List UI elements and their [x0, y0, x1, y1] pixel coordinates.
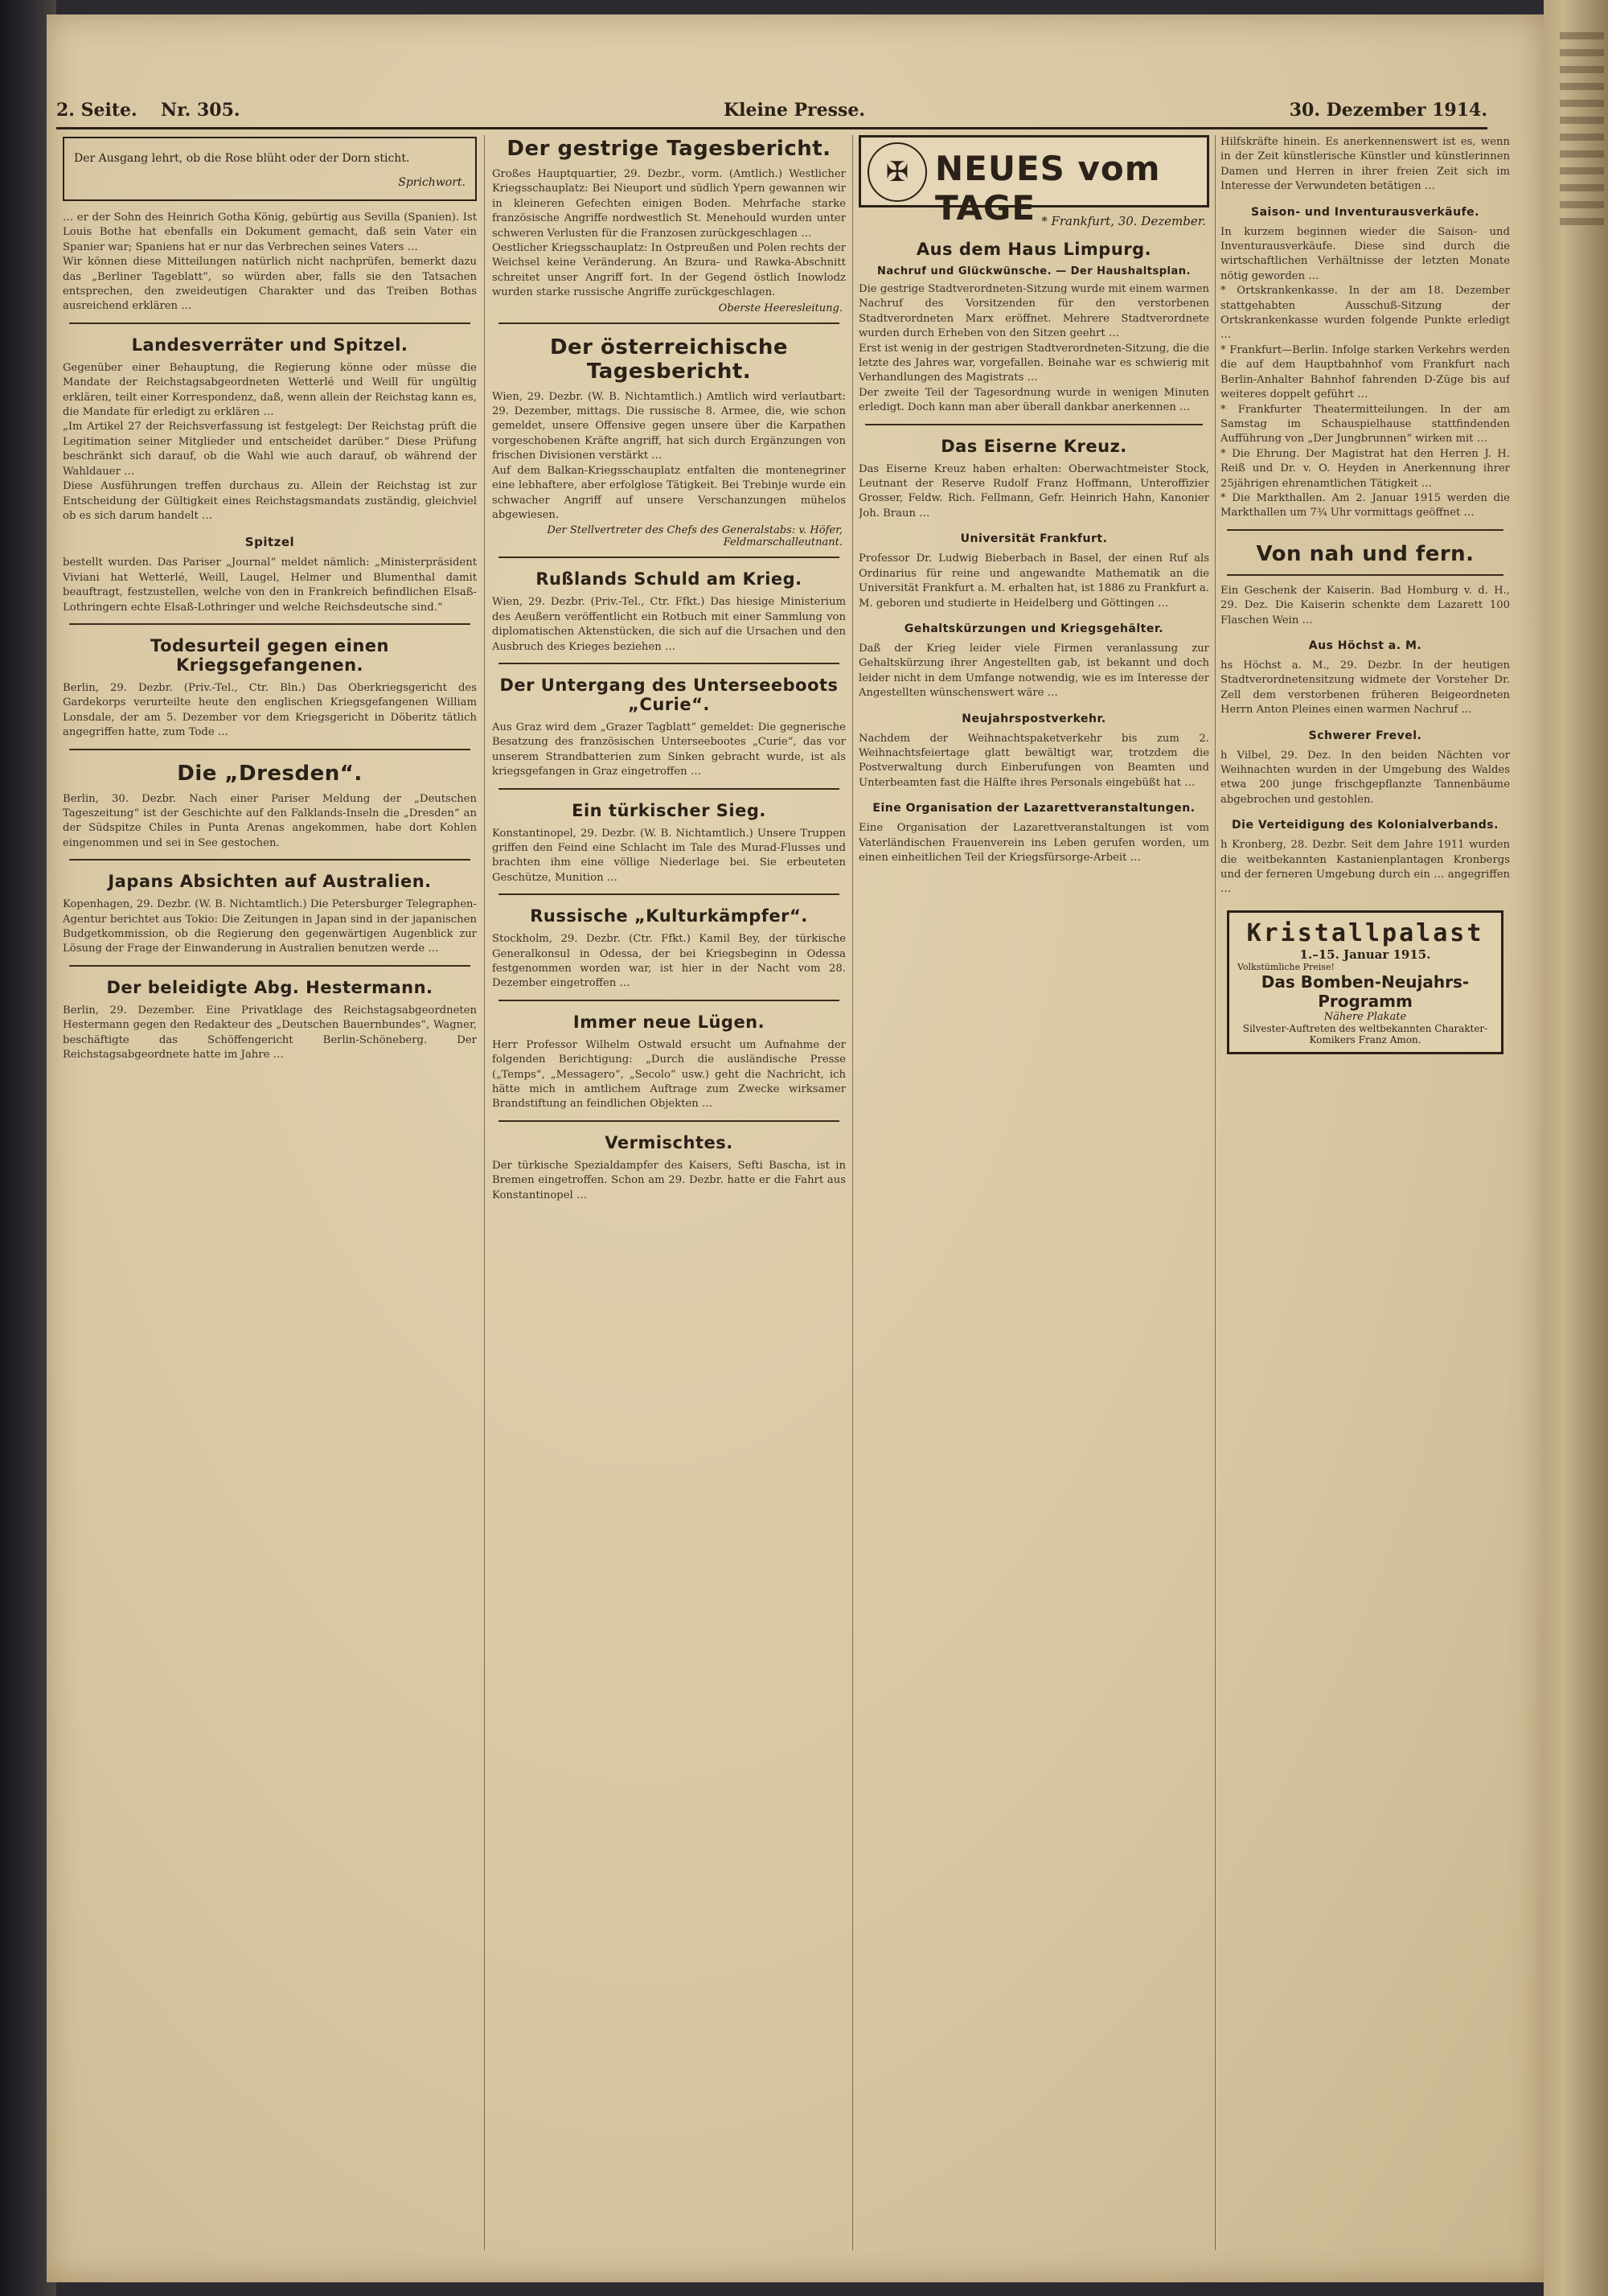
headline: Aus dem Haus Limpurg. [916, 240, 1152, 259]
subheadline: Spitzel [244, 535, 295, 550]
page-header [56, 95, 1487, 127]
headline: Rußlands Schuld am Krieg. [535, 569, 802, 589]
article-text: Wien, 29. Dezbr. (Priv.-Tel., Ctr. Ffkt.) Das hiesige Ministerium des Aeußern veröffentlicht ein Rotbuch mit einer Sammlung von diplomatischen Aktenstücken, die sich auf die Ursachen und den Ausbruch des Krieges beziehen … [492, 596, 846, 653]
section-title: NEUES vom TAGE [935, 149, 1161, 228]
article-text: Professor Dr. Ludwig Bieberbach in Basel, der einen Ruf als Ordinarius für reine und angewandte Mathematik an die Universität Frankfurt a. M. erhalten hat, ist 1886 zu Frankfurt a. M. geboren und studierte in Heidelberg und Göttingen … [859, 552, 1209, 610]
article-text: Gegenüber einer Behauptung, die Regierung könne oder müsse die Mandate der Reichstagsabgeordneten Wetterlé und Weill für ungültig erklären, teilt einer Korrespondenz, daß, wenn allein der Reichstag kann es, die Mandate für erledigt zu erklären … [63, 361, 477, 419]
motto-box [63, 137, 477, 201]
ad-dates: 1.–15. Januar 1915. [1299, 947, 1431, 962]
article-text: Nachdem der Weihnachtspaketverkehr bis zum 2. Weihnachtsfeiertage glatt bewältigt war, trotzdem die Postverwaltung durch Einberufungen von Beamten und Unterbeamten fast die Hälfte ihres Personals eingebüßt hat … [859, 732, 1209, 789]
article-text: Wir können diese Mitteilungen natürlich nicht nachprüfen, bemerkt dazu das „Berliner Tageblatt“, so würden aber, falls sie den Tatsachen entsprechen, den zweideutigen Charakter und das Treiben Bothas ausreichend erklären … [63, 256, 477, 313]
ad-extra: Silvester-Auftreten des weltbekannten Charakter-Komikers Franz Amon. [1242, 1022, 1488, 1045]
article-text: In kurzem beginnen wieder die Saison- und Inventurausverkäufe. Diese sind durch die wirtschaftlichen Verhältnisse der letzten Monate nötig geworden … [1220, 225, 1510, 282]
article-text: Eine Organisation der Lazarettveranstaltungen ist vom Vaterländischen Frauenverein ins Leben gerufen worden, um einen einheitlichen Teil der Kriegsfürsorge-Arbeit … [859, 822, 1209, 864]
article-text: Daß der Krieg leider viele Firmen veranlassung zur Gehaltskürzung ihrer Angestellten gab, ist bekannt und doch leider nicht in dem Umfange notwendig, wie es im Interesse der Angestellten wünschenswert wäre … [859, 642, 1209, 700]
subheadline: Die Verteidigung des Kolonialverbands. [1232, 819, 1499, 832]
ad-prices: Volkstümliche Preise! [1237, 961, 1335, 972]
headline: Ein türkischer Sieg. [572, 800, 766, 820]
kristallpalast-advertisement [1227, 910, 1503, 1054]
article-text: Großes Hauptquartier, 29. Dezbr., vorm. (Amtlich.) Westlicher Kriegsschauplatz: Bei Nieuport und südlich Ypern gewannen wir in kleineren Gefechten einigen Boden. Mehrfache starke französische Angriffe nordwestlich St. Menehould wurden unter schweren Verlusten für die Franzosen zurückgeschlagen … [492, 168, 846, 240]
article-text: * Die Ehrung. Der Magistrat hat den Herren J. H. Reiß und Dr. v. O. Heyden in Anerkennung ihrer 25jährigen ehrenamtlichen Tätigkeit … [1220, 447, 1510, 490]
motto-source: Sprichwort. [398, 176, 466, 189]
article-text: Erst ist wenig in der gestrigen Stadtverordneten-Sitzung, die die letzte des Jahres war, vorgefallen. Beinahe war es schwierig mit Verhandlungen des Magistrats … [859, 342, 1209, 384]
issue-number: Nr. 305. [161, 100, 240, 121]
article-text: Stockholm, 29. Dezbr. (Ctr. Ffkt.) Kamil Bey, der türkische Generalkonsul in Odessa, der bei Kriegsbeginn in Odessa festgenommen worden war, ist hier in der Nacht vom 28. Dezember eingetroffen … [492, 933, 846, 990]
article-text: hs Höchst a. M., 29. Dezbr. In der heutigen Stadtverordnetensitzung widmete der Vorsteher Dr. Zell dem verstorbenen früheren Beigeordneten Herrn Anton Pleines einen warmen Nachruf … [1220, 659, 1510, 717]
ad-note: Nähere Plakate [1323, 1010, 1407, 1023]
article-text: Hilfskräfte hinein. Es anerkennenswert ist es, wenn in der Zeit künstlerische Künstler und künstlerinnen Damen und Herren in ihrer freien Zeit sich im Interesse der Verwundeten betätigen … [1220, 136, 1510, 193]
article-text: Der türkische Spezialdampfer des Kaisers, Sefti Bascha, ist in Bremen eingetroffen. Schon am 29. Dezbr. hatte er die Fahrt aus Konstantinopel … [492, 1159, 846, 1201]
ad-program: Das Bomben-Neujahrs-Programm [1261, 971, 1470, 1011]
article-text: bestellt wurden. Das Pariser „Journal“ meldet nämlich: „Ministerpräsident Viviani hat Wetterlé, Weill, Laugel, Helmer und Blumenthal damit beauftragt, festzustellen, welche von den in Frankreich befindlichen Elsaß-Lothringern echte Elsaß-Lothringer und welche Reichsdeutsche sind.“ [63, 557, 477, 614]
subheadline: Nachruf und Glückwünsche. — Der Haushaltsplan. [877, 265, 1191, 277]
article-text: … er der Sohn des Heinrich Gotha König, gebürtig aus Sevilla (Spanien). Ist Louis Bothe hat ebenfalls ein Dokument gemacht, daß sein Vater ein Spanier war; Spaniens hat er nur das Verbrechen seines Vaters … [63, 212, 477, 253]
subheadline: Saison- und Inventurausverkäufe. [1251, 205, 1479, 219]
issue-date: 30. Dezember 1914. [1289, 100, 1487, 121]
subheadline: Universität Frankfurt. [960, 532, 1108, 546]
article-text: Ein Geschenk der Kaiserin. Bad Homburg v. d. H., 29. Dez. Die Kaiserin schenkte dem Lazarett 100 Flaschen Wein … [1220, 584, 1510, 626]
page-number: 2. Seite. [56, 100, 137, 121]
article-text: h Vilbel, 29. Dez. In den beiden Nächten vor Weihnachten wurden in der Umgebung des Waldes etwa 200 junge frischgepflanzte Tannenbäume abgebrochen und gestohlen. [1220, 749, 1510, 806]
newspaper-title: Kleine Presse. [724, 100, 866, 121]
signature: Der Stellvertreter des Chefs des Generalstabs: v. Höfer, Feldmarschalleutnant. [547, 524, 843, 549]
subheadline: Eine Organisation der Lazarettveranstaltungen. [872, 802, 1196, 815]
article-text: Wien, 29. Dezbr. (W. B. Nichtamtlich.) Amtlich wird verlautbart: 29. Dezember, mittags. Die russische 8. Armee, die, wie schon gemeldet, unsere Offensive gegen unsere über die Karpathen vorgeschobenen Kräfte angriff, hat sich durch Ergänzungen von frischen Divisionen verstärkt … [492, 390, 846, 462]
headline: Todesurteil gegen einen Kriegsgefangenen. [150, 635, 389, 675]
subheadline: Gehaltskürzungen und Kriegsgehälter. [904, 622, 1164, 635]
article-text: * Frankfurter Theatermitteilungen. In der am Samstag im Schauspielhause stattfindenden Aufführung von „Der Jungbrunnen“ wirken mit … [1220, 403, 1510, 446]
article-text: * Die Markthallen. Am 2. Januar 1915 werden die Markthallen um 7¾ Uhr vormittags geöffnet … [1220, 491, 1510, 520]
article-text: Aus Graz wird dem „Grazer Tagblatt“ gemeldet: Die gegnerische Besatzung des französischen Unterseebootes „Curie“, das vor unserem Strandbatterien zum Sinken gebracht wurde, ist als kriegsgefangen in Graz eingetroffen … [492, 721, 846, 778]
article-text: h Kronberg, 28. Dezbr. Seit dem Jahre 1911 wurden die weitbekannten Kastanienplantagen Kronbergs und der ferneren Umgebung durch ein … angegriffen … [1220, 839, 1510, 896]
article-text: Konstantinopel, 29. Dezbr. (W. B. Nichtamtlich.) Unsere Truppen griffen den Feind eine Schlacht im Tale des Murad-Flusses und brachten ihm eine völlige Niederlage bei. Sie erbeuteten Geschütze, Munition … [492, 827, 846, 884]
headline: Der gestrige Tagesbericht. [507, 137, 831, 161]
subheadline: Aus Höchst a. M. [1308, 639, 1422, 652]
dateline: * Frankfurt, 30. Dezember. [1041, 214, 1206, 228]
headline: Der österreichische Tagesbericht. [549, 335, 789, 384]
headline: Japans Absichten auf Australien. [108, 872, 432, 892]
subheadline: Schwerer Frevel. [1308, 729, 1422, 742]
article-text: Der zweite Teil der Tagesordnung wurde in wenigen Minuten erledigt. Doch kann man aber überall dankbar anerkennen … [859, 386, 1209, 414]
headline: Russische „Kulturkämpfer“. [530, 906, 808, 926]
column-divider [484, 135, 485, 2250]
article-text: „Im Artikel 27 der Reichsverfassung ist festgelegt: Der Reichstag prüft die Legitimation seiner Mitglieder und entscheidet darüber.“ Diese Prüfung beschränkt sich darauf, ob die Wahl wie auch darauf, ob während der Wahldauer … [63, 421, 477, 478]
next-page-text-edge [1560, 32, 1604, 2268]
article-text: Kopenhagen, 29. Dezbr. (W. B. Nichtamtlich.) Die Petersburger Telegraphen-Agentur berichtet aus Tokio: Die Zeitungen in Japan sind in der japanischen Budgetkommission, ob die Regierung den gegenwärtigen Augenblick zur Lösung der Frage der Einwanderung in Australien benutzen werde … [63, 898, 477, 955]
ad-name: Kristallpalast [1246, 918, 1484, 947]
article-text: Diese Ausführungen treffen durchaus zu. Allein der Reichstag ist zur Entscheidung der Gültigkeit eines Reichstagsmandats zuständig, gleichviel ob es sich darum handelt … [63, 480, 477, 522]
article-text: Das Eiserne Kreuz haben erhalten: Oberwachtmeister Stock, Leutnant der Reserve Rudolf Franz Hoffmann, Unteroffizier Grosser, Feldw. Rich. Fellmann, Gefr. Heinrich Hahn, Kanonier Joh. Braun … [859, 462, 1209, 520]
article-text: Die gestrige Stadtverordneten-Sitzung wurde mit einem warmen Nachruf des Vorsitzenden für den verstorbenen Stadtverordneten Marx eröffnet. Mehrere Stadtverordnete wurden durch Erheben von den Sitzen geehrt … [859, 283, 1209, 340]
article-text: Auf dem Balkan-Kriegsschauplatz entfalten die montenegriner eine lebhaftere, aber erfolglose Tätigkeit. Bei Trebinje wurde ein schwacher Angriff auf unsere Verschanzungen mühelos abgewiesen. [492, 464, 846, 521]
article-text: Berlin, 29. Dezember. Eine Privatklage des Reichstagsabgeordneten Hestermann gegen den Redakteur des „Deutschen Bauernbundes“, Wagner, beschäftigte das Schöffengericht Berlin-Schöneberg. Der Reichstagsabgeordnete hatte im Jahre … [63, 1004, 477, 1062]
article-text: * Ortskrankenkasse. In der am 18. Dezember stattgehabten Ausschuß-Sitzung der Ortskrankenkasse wurden folgende Punkte erledigt … [1220, 285, 1510, 342]
motto-text: Der Ausgang lehrt, ob die Rose blüht oder der Dorn sticht. [74, 152, 410, 165]
article-text: Berlin, 29. Dezbr. (Priv.-Tel., Ctr. Bln.) Das Oberkriegsgericht des Gardekorps verurteilte heute den englischen Kriegsgefangenen William Lonsdale, der am 5. Dezember vor dem Kriegsgericht in Döberitz tätlich angegriffen hatte, zum Tode … [63, 681, 477, 739]
article-text: * Frankfurt—Berlin. Infolge starken Verkehrs werden die auf dem Hauptbahnhof vom Frankfurt nach Berlin-Anhalter Bahnhof fahrenden D-Züge bis auf weiteres doppelt geführt … [1220, 343, 1510, 401]
article-text: Berlin, 30. Dezbr. Nach einer Pariser Meldung der „Deutschen Tageszeitung“ ist der Geschichte auf den Falklands-Inseln die „Dresden“ an der Südspitze Chiles in Punta Arenas angekommen, habe dort Kohlen eingenommen und sei in See gestochen. [63, 792, 477, 849]
headline: Das Eiserne Kreuz. [941, 436, 1127, 456]
article-text: Oestlicher Kriegsschauplatz: In Ostpreußen und Polen rechts der Weichsel keine Veränderung. An Bzura- und Rawka-Abschnitt schreitet unser Angriff fort. In der Gegend östlich Inowlodz wurden starke russische Angriffe zurückgeschlagen. [492, 242, 846, 299]
article-text: Herr Professor Wilhelm Ostwald ersucht um Aufnahme der folgenden Berichtigung: „Durch die ausländische Presse („Temps“, „Messagero“, „Secolo“ usw.) geht die Nachricht, ich hätte mich in amtlichem Auftrage zum Zwecke wirksamer Brandstiftung an feindlichen Objekten … [492, 1038, 846, 1111]
column-4 [1220, 135, 1510, 2250]
headline: Der Untergang des Unterseeboots „Curie“. [499, 675, 839, 714]
column-divider [1215, 135, 1216, 2250]
headline: Von nah und fern. [1256, 541, 1475, 566]
headline: Landesverräter und Spitzel. [131, 335, 408, 355]
column-3 [859, 135, 1209, 2250]
header-rule [56, 127, 1487, 129]
headline: Der beleidigte Abg. Hestermann. [106, 977, 433, 997]
eagle-seal-icon: ✠ [868, 142, 927, 202]
signature: Oberste Heeresleitung. [718, 302, 843, 314]
column-2 [492, 135, 846, 2250]
column-divider [852, 135, 853, 2250]
headline: Vermischtes. [605, 1132, 733, 1152]
headline: Die „Dresden“. [177, 761, 363, 786]
headline: Immer neue Lügen. [572, 1012, 765, 1032]
subheadline: Neujahrspostverkehr. [962, 712, 1106, 725]
column-1 [63, 135, 477, 2250]
